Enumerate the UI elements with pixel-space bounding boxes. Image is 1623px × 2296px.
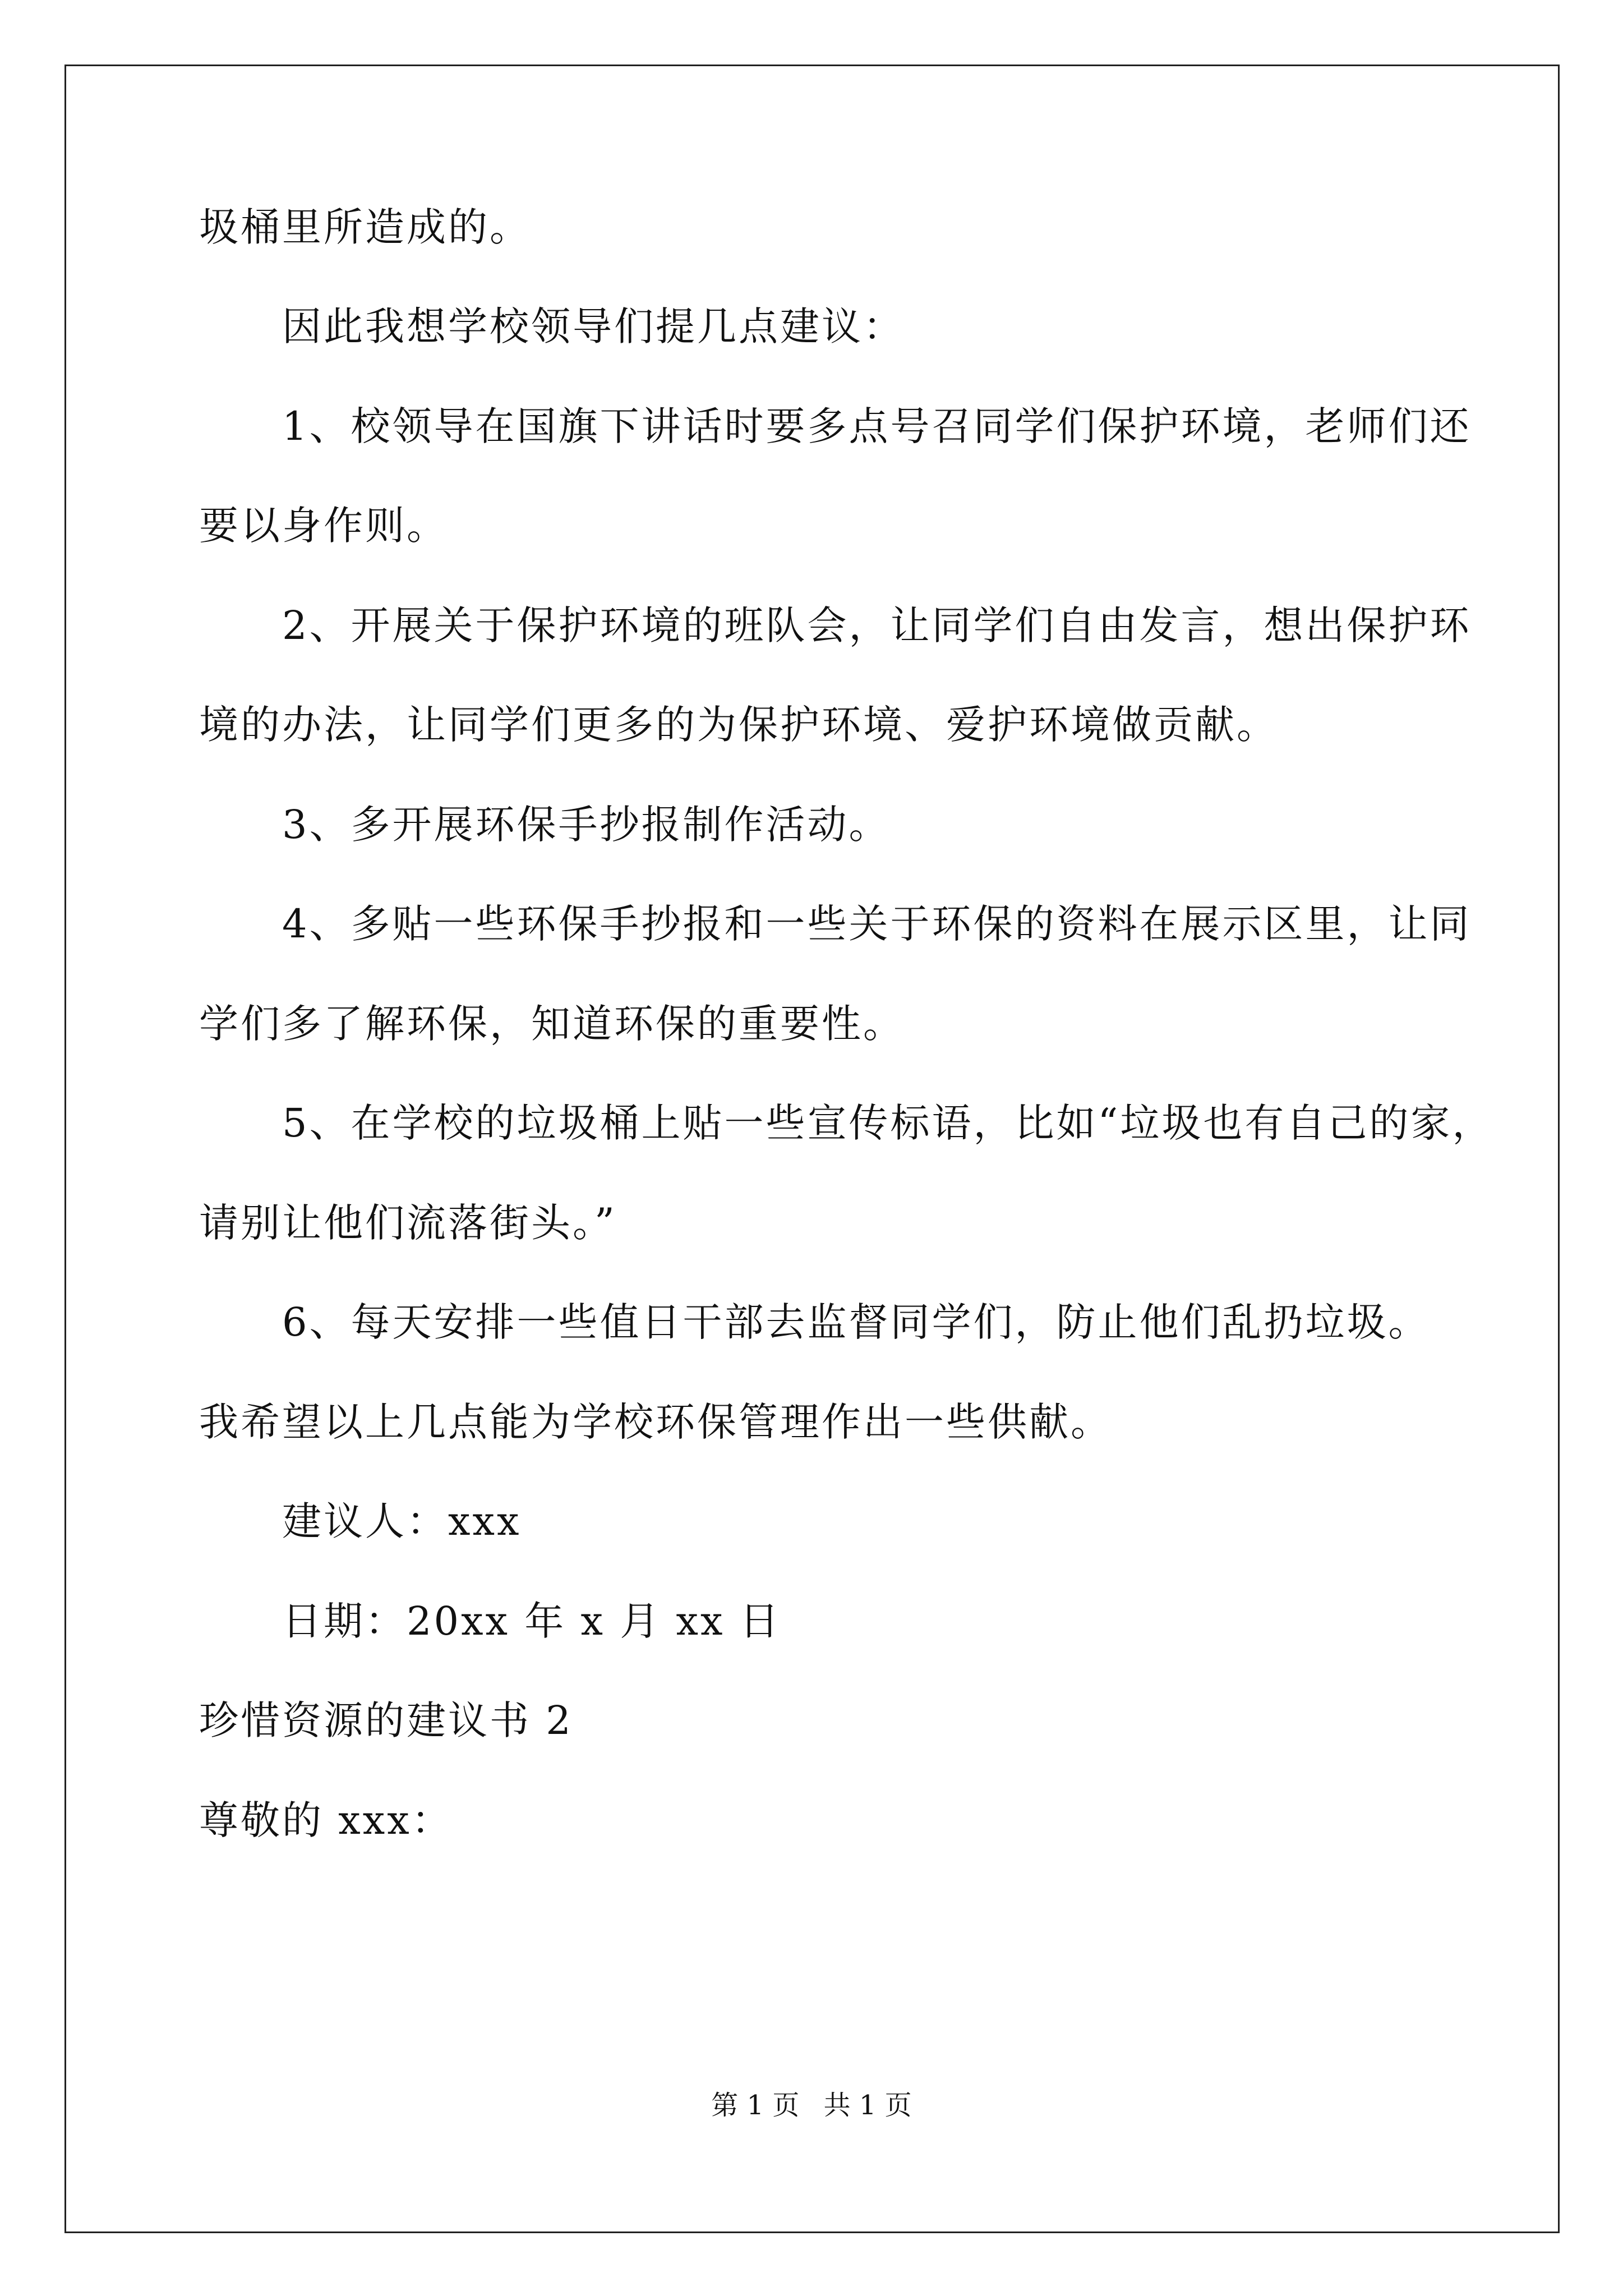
text-line: 3、多开展环保手抄报制作活动。 <box>282 802 891 848</box>
text-line: 4、多贴一些环保手抄报和一些关于环保的资料在展示区里，让同 <box>282 901 1472 947</box>
text-line: 1、校领导在国旗下讲话时要多点号召同学们保护环境，老师们还 <box>282 403 1472 449</box>
section-title: 珍惜资源的建议书 2 <box>199 1697 573 1743</box>
salutation-line: 尊敬的 xxx： <box>199 1797 453 1843</box>
text-line: 5、在学校的垃圾桶上贴一些宣传标语，比如“垃圾也有自己的家， <box>282 1100 1494 1146</box>
signer-line: 建议人：xxx <box>282 1498 522 1544</box>
text-line: 圾桶里所造成的。 <box>199 204 531 250</box>
text-line: 学们多了解环保，知道环保的重要性。 <box>199 1001 905 1047</box>
page-footer <box>0 2088 1623 2122</box>
text-line: 我希望以上几点能为学校环保管理作出一些供献。 <box>199 1399 1112 1445</box>
page-number-current: 第 1 页 <box>711 2090 800 2121</box>
text-line: 2、开展关于保护环境的班队会，让同学们自由发言，想出保护环 <box>282 602 1472 648</box>
page-number-total: 共 1 页 <box>823 2090 912 2121</box>
page-border <box>64 65 1560 2233</box>
text-line: 境的办法，让同学们更多的为保护环境、爱护环境做贡献。 <box>199 702 1278 748</box>
text-line: 6、每天安排一些值日干部去监督同学们，防止他们乱扔垃圾。 <box>282 1299 1430 1345</box>
text-line: 因此我想学校领导们提几点建议： <box>282 303 905 349</box>
text-line: 要以身作则。 <box>199 503 448 549</box>
date-line: 日期：20xx 年 x 月 xx 日 <box>282 1598 781 1644</box>
text-line: 请别让他们流落街头。” <box>199 1200 617 1246</box>
